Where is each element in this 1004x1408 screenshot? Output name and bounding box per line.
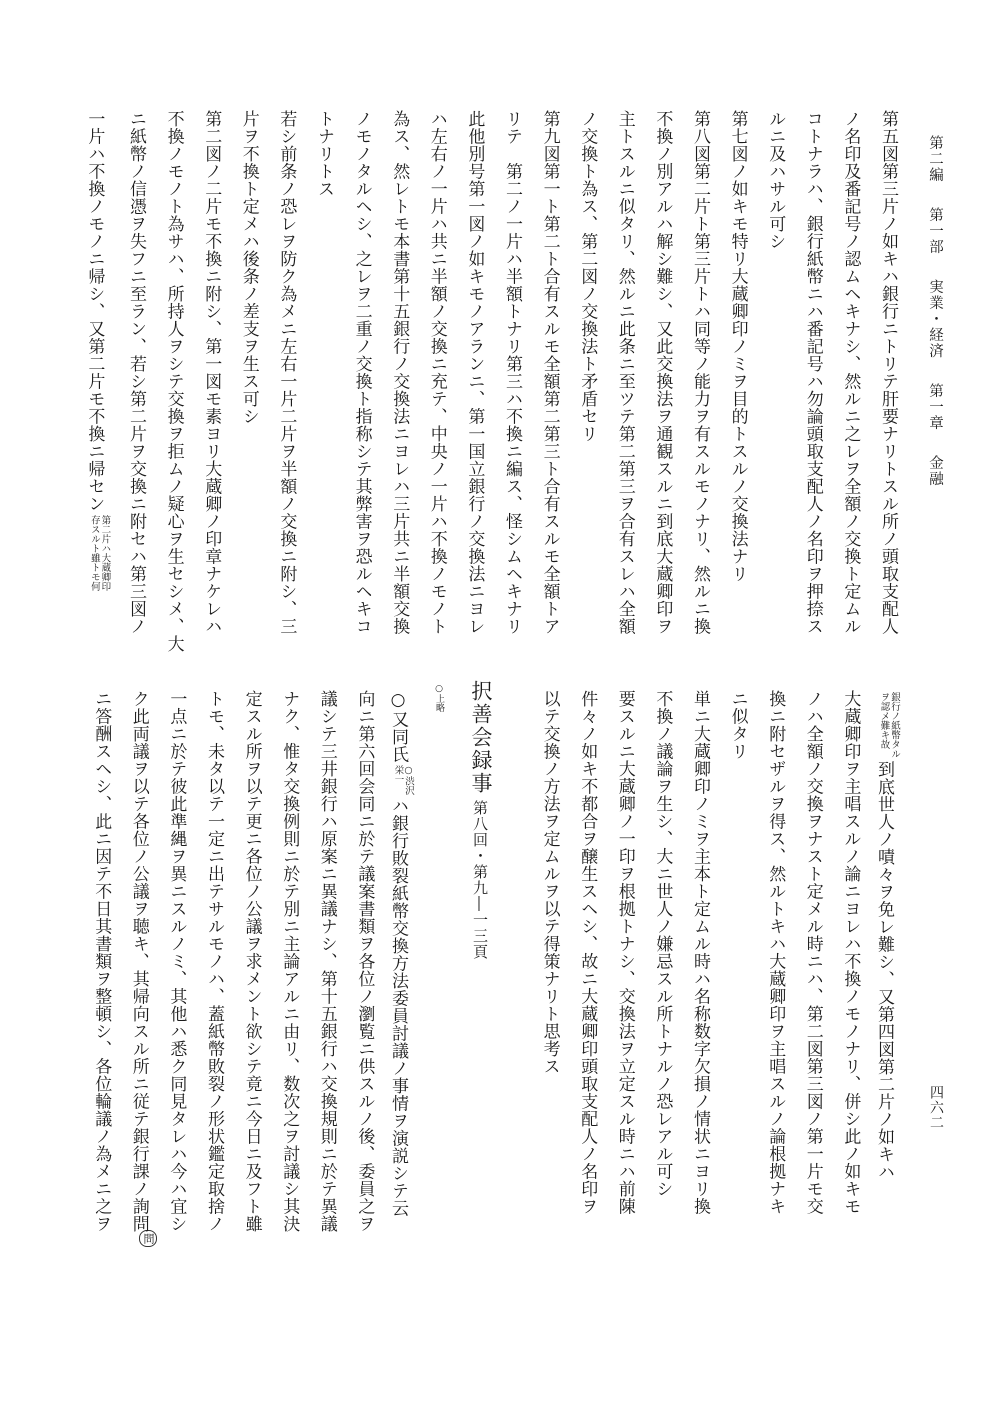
text-run: 第九図第一ト第二ト合有スルモ全額第二第三ト合有スルモ全額トア <box>539 110 560 635</box>
text-run: 第八図第二片ト第三片トハ同等ノ能力ヲ有スルモノナリ、然ルニ換 <box>690 110 710 635</box>
text-column <box>764 690 786 1215</box>
text-run: 不換ノモノト為サハ、所持人ヲシテ交換ヲ拒ムノ疑心ヲ生セシメ、大 <box>163 110 184 653</box>
text-run: コトナラハ、銀行紙幣ニハ番記号ハ勿論頭取支配人ノ名印ヲ押捺ス <box>802 110 823 635</box>
text-run: 若シ前条ノ恐レヲ防ク為メニ左右一片二片ヲ半額ノ交換ニ附シ、三 <box>276 110 297 635</box>
text-column <box>90 690 112 1233</box>
text-run: 定スル所ヲ以テ更ニ各位ノ公議ヲ求メント欲シテ竟ニ今日ニ及フト雖 <box>241 690 262 1233</box>
text-column <box>839 110 861 635</box>
text-column <box>614 110 636 635</box>
text-run: ニ似タリ <box>727 690 748 760</box>
text-column <box>877 110 899 635</box>
text-column <box>200 110 222 635</box>
text-column <box>689 110 711 635</box>
text-column <box>238 110 260 425</box>
text-column <box>316 690 338 1233</box>
text-column <box>539 110 561 635</box>
text-run: 議シテ三井銀行ハ原案ニ異議ナシ、第十五銀行ハ交換規則ニ於テ異議 <box>316 690 337 1233</box>
text-run: ノハ全額ノ交換ヲナスト定メル時ニハ、第二図第三図ノ第一片モ交 <box>802 690 823 1215</box>
text-run: 一点ニ於テ彼此準縄ヲ異ニスルノミ、其他ハ悉ク同見タレハ今ハ宜シ <box>166 690 187 1233</box>
note-line: 存スルト雖トモ何 <box>88 514 100 591</box>
note-line: 銀行ノ紙幣タル <box>889 692 900 759</box>
text-column <box>576 690 598 1215</box>
text-column <box>163 110 185 653</box>
interlinear-note <box>878 692 899 759</box>
text-column <box>501 110 523 635</box>
text-run: 片ヲ不換ト定メハ後条ノ差支ヲ生ス可シ <box>238 110 259 425</box>
text-run: ノモノタルヘシ、之レヲ二重ノ交換ト指称シテ其弊害ヲ恐ルヘキコ <box>351 110 372 635</box>
text-run: 到底世人ノ嘖々ヲ免レ難シ、又第四図第二片ノ如キハ <box>874 760 894 1181</box>
text-column <box>426 110 448 635</box>
header-part: 第一部 <box>927 207 943 256</box>
text-run: 不換ノ別アルハ解シ難シ、又此交換法ヲ通観スルニ到底大蔵卿印ヲ <box>652 110 673 635</box>
text-run: 主トスルニ似タリ、然ルニ此条ニ至ツテ第二第三ヲ合有スレハ全額 <box>614 110 635 635</box>
text-column <box>351 110 373 635</box>
text-run: 向ニ第六回会同ニ於テ議案書類ヲ各位ノ瀏覧ニ供スルノ後、委員之ヲ <box>354 690 375 1233</box>
header-part: 金融 <box>927 455 943 488</box>
text-column <box>278 690 300 1233</box>
text-column <box>839 690 861 1215</box>
text-run: ハ銀行敗裂紙幣交換方法委員討議ノ事情ヲ演説シテ云 <box>388 797 408 1217</box>
section-title: 択善会録事 <box>469 680 493 795</box>
text-column <box>241 690 263 1233</box>
note-line: ○渋沢 <box>403 765 414 795</box>
text-run: 要スルニ大蔵卿ノ一印ヲ根拠トナシ、交換法ヲ立定スル時ニハ前陳 <box>614 690 635 1215</box>
text-column <box>165 690 187 1233</box>
header-part: 実業・経済 <box>927 279 943 360</box>
text-column <box>313 110 335 198</box>
text-column <box>576 110 598 443</box>
text-run: 単ニ大蔵卿印ノミヲ主本ト定ムル時ハ名称数字欠損ノ情状ニヨリ換 <box>690 690 710 1215</box>
note-line: 第二片ハ大蔵卿印 <box>99 514 111 591</box>
text-run: 第二図ノ二片モ不換ニ附シ、第一図モ素ヨリ大蔵卿ノ印章ナケレハ <box>201 110 222 635</box>
text-column <box>874 690 900 1181</box>
text-column <box>125 110 147 635</box>
text-column <box>388 690 414 1217</box>
text-run: トモ、未タ以テ一定ニ出テサルモノハ、蓋紙幣敗裂ノ形状鑑定取捨ノ <box>204 690 224 1233</box>
text-column <box>727 690 749 760</box>
text-run: ルニ及ハサル可シ <box>765 110 786 250</box>
text-column <box>802 690 824 1215</box>
text-run: 為ス、然レトモ本書第十五銀行ノ交換法ニヨレハ三片共ニ半額交換 <box>389 110 410 635</box>
margin-note: 問 <box>139 1230 157 1247</box>
text-run: 件々ノ如キ不都合ヲ醸生スヘシ、故ニ大蔵卿印頭取支配人ノ名印ヲ <box>577 690 598 1215</box>
header-part: 第一章 <box>927 383 943 432</box>
text-column <box>388 110 410 635</box>
text-run: 換ニ附セザルヲ得ス、然ルトキハ大蔵卿印ヲ主唱スルノ論根拠ナキ <box>765 690 786 1215</box>
text-column <box>463 110 485 635</box>
text-run: ○又同氏 <box>388 690 408 763</box>
note-line: ヲ認メ難キ故 <box>878 692 890 749</box>
text-column <box>764 110 786 250</box>
text-run: リテ 第二ノ一片ハ半額トナリ第三ハ不換ニ編ス、怪シムヘキナリ <box>502 110 522 635</box>
text-column <box>84 110 111 593</box>
text-column <box>614 690 636 1215</box>
text-run: ノ交換ト為ス、第二図ノ交換法ト矛盾セリ <box>577 110 598 443</box>
text-run: 第七図ノ如キモ特リ大蔵卿印ノミヲ目的トスルノ交換法ナリ <box>727 110 748 583</box>
omission-mark: ○上略 <box>434 684 444 712</box>
text-run: トナリトス <box>314 110 334 198</box>
interlinear-note <box>88 515 109 591</box>
section-reference: 第八回・第九―一三頁 <box>471 800 489 960</box>
text-column <box>203 690 225 1233</box>
text-run: 不換ノ議論ヲ生シ、大ニ世人ノ嫌忌スル所トナルノ恐レアル可シ <box>652 690 673 1198</box>
text-column <box>275 110 297 635</box>
text-run: ノ名印及番記号ノ認ムヘキナシ、然ルニ之レヲ全額ノ交換ト定ムル <box>840 110 861 635</box>
text-run: 大蔵卿印ヲ主唱スルノ論ニヨレハ不換ノモノナリ、併シ此ノ如キモ <box>840 690 861 1215</box>
text-column <box>539 690 561 1075</box>
text-run: ハ左右ノ一片ハ共ニ半額ノ交換ニ充テ、中央ノ一片ハ不換ノモノト <box>426 110 447 635</box>
note-line: 栄一 <box>392 765 404 784</box>
page-number: 四六二 <box>928 1085 944 1130</box>
text-column <box>651 110 673 635</box>
text-column <box>128 690 150 1233</box>
text-run: ク此両議ヲ以テ各位ノ公議ヲ聴キ、其帰向スル所ニ従テ銀行課ノ詢問 <box>128 690 149 1233</box>
text-run: ナク、惟タ交換例則ニ於テ別ニ主論アルニ由リ、数次之ヲ討議シ其決 <box>279 690 300 1233</box>
text-column <box>651 690 673 1198</box>
running-header <box>924 135 946 505</box>
interlinear-note <box>392 765 413 795</box>
text-column <box>353 690 375 1233</box>
text-run: 第五図第三片ノ如キハ銀行ニトリテ肝要ナリトスル所ノ頭取支配人 <box>878 110 898 635</box>
text-run: 此他別号第一図ノ如キモノアランニ、第一国立銀行ノ交換法ニヨレ <box>464 110 485 635</box>
text-run: ニ紙幣ノ信憑ヲ失フニ至ラン、若シ第二片ヲ交換ニ附セハ第三図ノ <box>126 110 146 635</box>
text-column <box>802 110 824 635</box>
text-column <box>727 110 749 583</box>
text-column <box>689 690 711 1215</box>
text-run: 以テ交換ノ方法ヲ定ムルヲ以テ得策ナリト思考ス <box>539 690 560 1075</box>
header-part: 第二編 <box>927 135 943 183</box>
text-run: 一片ハ不換ノモノニ帰シ、又第二片モ不換ニ帰セン <box>84 110 105 513</box>
text-run: ニ答酬スヘシ、此ニ因テ不日其書類ヲ整頓シ、各位輪議ノ為メニ之ヲ <box>91 690 112 1233</box>
